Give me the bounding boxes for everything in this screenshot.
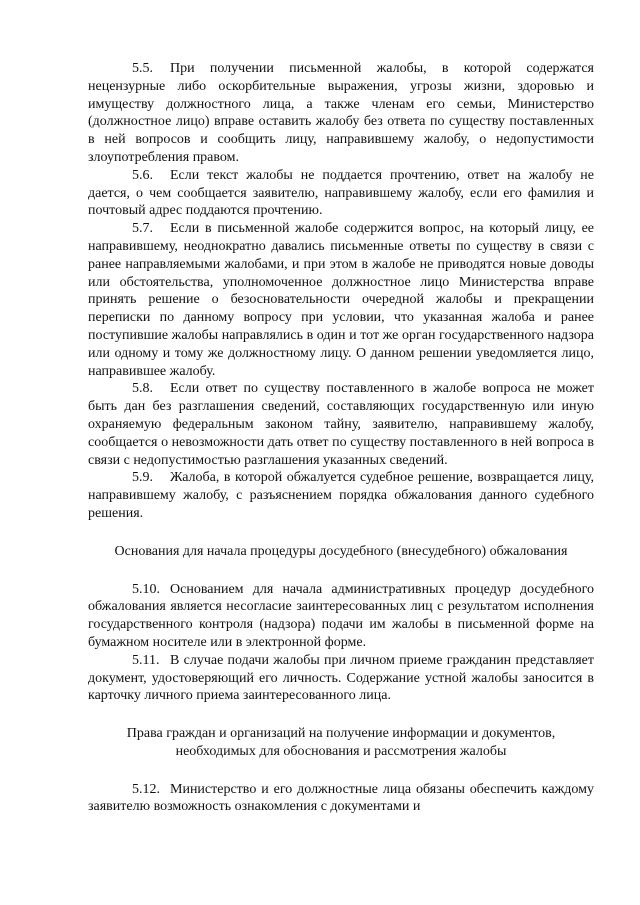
paragraph-number: 5.5.	[132, 61, 153, 76]
paragraph-number: 5.11.	[132, 652, 160, 668]
document-page	[88, 60, 594, 816]
spacer	[88, 705, 594, 725]
paragraph-text: Министерство и его должностные лица обязаны обеспечить каждому заявителю возможность ознакомления с документами и	[88, 781, 594, 815]
spacer	[88, 761, 594, 781]
paragraph-5-6	[88, 167, 594, 220]
paragraph-text: В случае подачи жалобы при личном приеме гражданин представляет документ, удостоверяющий его личность. Содержание устной жалобы заносится в карточку личного приема заинтересованного лица.	[88, 652, 594, 704]
paragraph-text: Жалоба, в которой обжалуется судебное решение, возвращается лицу, направившему жалобу, с разъяснением порядка обжалования данного судебного решения.	[88, 470, 594, 521]
paragraph-number: 5.12.	[132, 781, 160, 797]
paragraph-number: 5.7.	[132, 221, 153, 237]
paragraph-number: 5.10.	[132, 581, 160, 597]
paragraph-text: Если ответ по существу поставленного в жалобе вопроса не может быть дан без разглашения сведений, составляющих государственную или иную охраняемую федеральным законом тайну, заявителю, направившему жалобу, сообщается о невозможности дать ответ по существу поставленного в ней вопроса в связи с недопустимостью разглашения указанных сведений.	[88, 381, 594, 468]
section-heading-rights	[88, 725, 594, 761]
paragraph-number: 5.9.	[132, 470, 153, 486]
paragraph-5-12	[88, 781, 594, 817]
heading-line-2: необходимых для обоснования и рассмотрения жалобы	[175, 743, 507, 759]
spacer	[88, 523, 594, 543]
paragraph-text: Если в письменной жалобе содержится вопрос, на который лицу, ее направившему, неоднократно давались письменные ответы по существу в связи с ранее направляемыми жалобами, и при этом в жалобе не приводятся новые доводы или обстоятельства, уполномоченное должностное лицо Министерства вправе принять решение о безосновательности очередной жалобы и прекращении переписки по данному вопросу при условии, что указанная жалоба и ранее поступившие жалобы направлялись в один и тот же орган государственного надзора или одному и тому же должностному лицу. О данном решении уведомляется лицо, направившее жалобу.	[88, 221, 594, 379]
paragraph-text: Если текст жалобы не поддается прочтению, ответ на жалобу не дается, о чем сообщается заявителю, направившему жалобу, если его фамилия и почтовый адрес поддаются прочтению.	[88, 167, 594, 219]
paragraph-5-10	[88, 581, 594, 652]
heading-line-1: Права граждан и организаций на получение информации и документов,	[126, 726, 556, 742]
paragraph-number: 5.8.	[132, 381, 153, 397]
paragraph-5-7	[88, 220, 594, 380]
paragraph-5-11	[88, 652, 594, 705]
spacer	[88, 561, 594, 581]
paragraph-text: Основанием для начала административных процедур досудебного обжалования является несогласие заинтересованных лиц с результатом исполнения государственного контроля (надзора) подачи им жалобы в письменной форме на бумажном носителе или в электронной форме.	[88, 581, 594, 650]
paragraph-5-5	[88, 60, 594, 167]
paragraph-number: 5.6.	[132, 167, 153, 183]
paragraph-5-9	[88, 469, 594, 522]
paragraph-5-8	[88, 380, 594, 469]
section-heading-appeal-grounds: Основания для начала процедуры досудебного (внесудебного) обжалования	[114, 543, 568, 559]
paragraph-text: При получении письменной жалобы, в которой содержатся нецензурные либо оскорбительные выражения, угрозы жизни, здоровью и имуществу должностного лица, а также членам его семьи, Министерство (должностное лицо) вправе оставить жалобу без ответа по существу поставленных в ней вопросов и сообщить лицу, направившему жалобу, о недопустимости злоупотребления правом.	[88, 61, 594, 165]
